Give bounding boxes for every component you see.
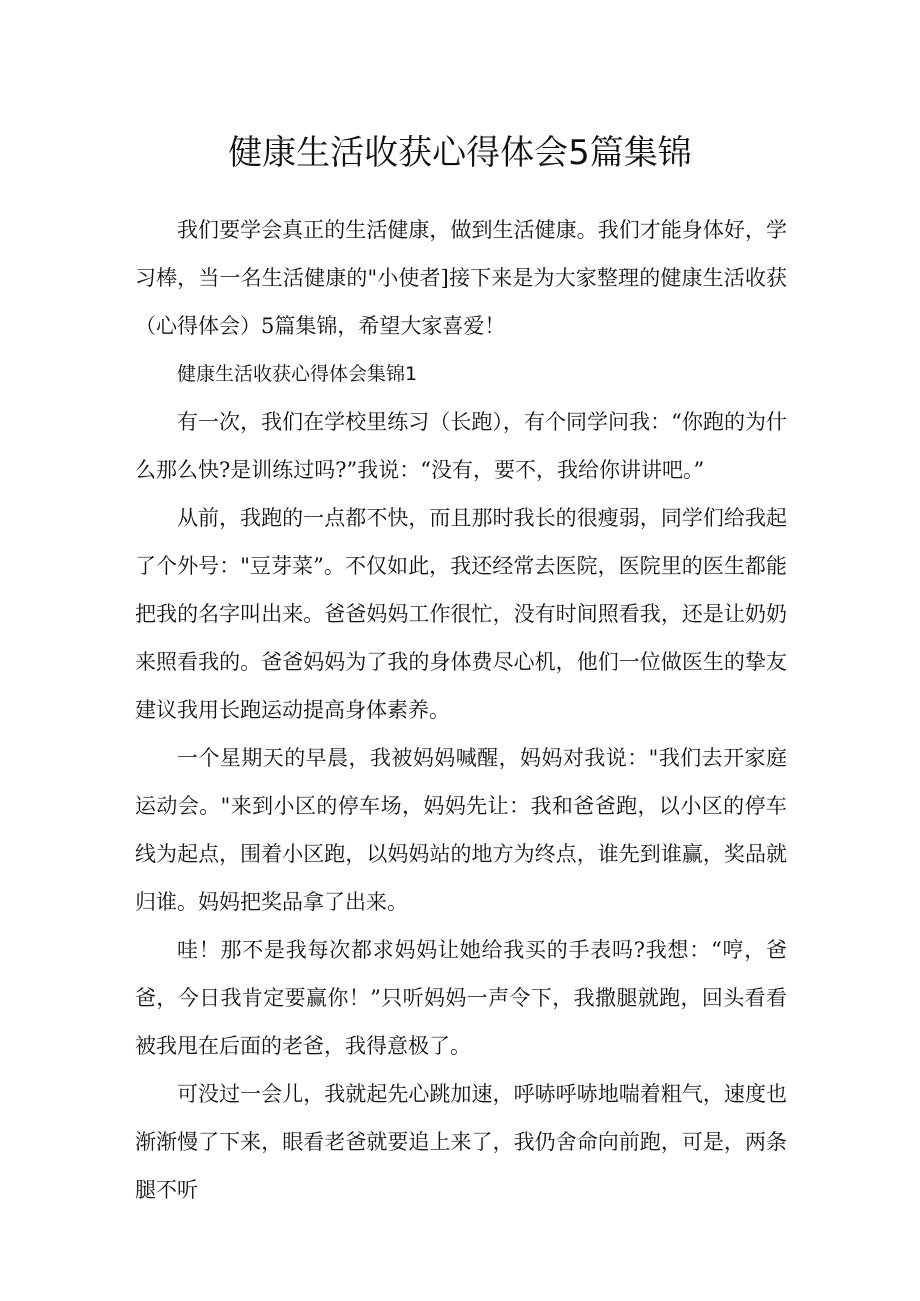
body-paragraph: 哇！那不是我每次都求妈妈让她给我买的手表吗?我想：“哼，爸爸，今日我肯定要赢你！”只听妈妈一声令下，我撒腿就跑，回头看看被我甩在后面的老爸，我得意极了。	[135, 938, 787, 1058]
body-paragraph: 一个星期天的早晨，我被妈妈喊醒，妈妈对我说："我们去开家庭运动会。"来到小区的停车场，妈妈先让：我和爸爸跑，以小区的停车线为起点，围着小区跑，以妈妈站的地方为终点，谁先到谁赢，奖品就归谁。妈妈把奖品拿了出来。	[135, 746, 787, 914]
document-title: 健康生活收获心得体会5篇集锦	[228, 133, 692, 173]
section-heading: 健康生活收获心得体会集锦1	[177, 363, 418, 385]
document-body	[135, 206, 787, 1214]
body-paragraph: 从前，我跑的一点都不快，而且那时我长的很瘦弱，同学们给我起了个外号："豆芽菜”。不仅如此，我还经常去医院，医院里的医生都能把我的名字叫出来。爸爸妈妈工作很忙，没有时间照看我，还是让奶奶来照看我的。爸爸妈妈为了我的身体费尽心机，他们一位做医生的挚友建议我用长跑运动提高身体素养。	[135, 506, 787, 722]
body-paragraph: 可没过一会儿，我就起先心跳加速，呼哧呼哧地喘着粗气，速度也渐渐慢了下来，眼看老爸就要追上来了，我仍舍命向前跑，可是，两条腿不听	[135, 1082, 787, 1202]
intro-paragraph: 我们要学会真正的生活健康，做到生活健康。我们才能身体好，学习棒，当一名生活健康的"小使者]接下来是为大家整理的健康生活收获（心得体会）5篇集锦，希望大家喜爱！	[135, 218, 787, 338]
body-paragraph: 有一次，我们在学校里练习（长跑），有个同学问我：“你跑的为什么那么快?是训练过吗?”我说：“没有，要不，我给你讲讲吧。”	[135, 410, 787, 482]
